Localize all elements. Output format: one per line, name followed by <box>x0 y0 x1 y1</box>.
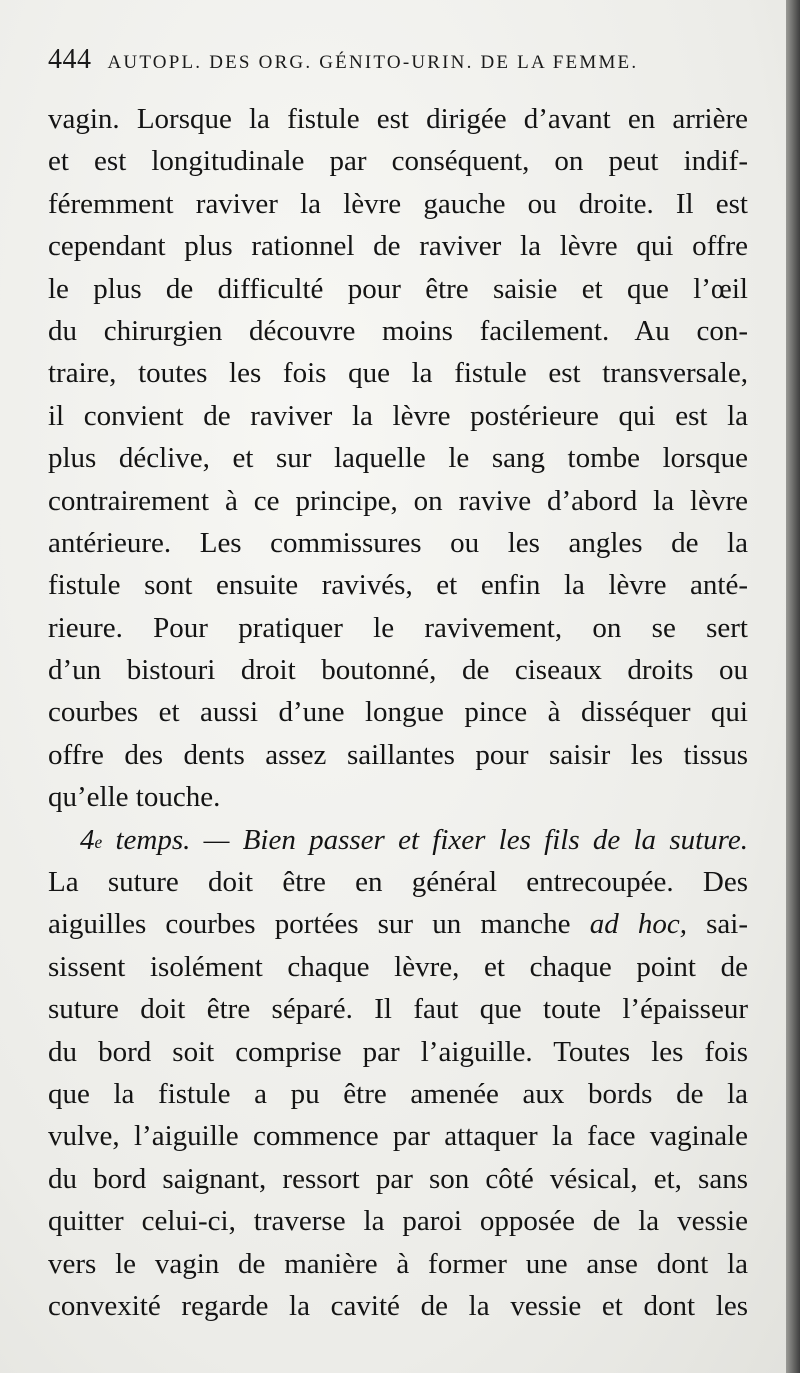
step-heading <box>48 819 748 861</box>
text-line: qu’elle touche. <box>48 781 221 814</box>
text-line: suture doit être séparé. Il faut que toute l’épaisseur <box>48 993 748 1026</box>
text-segment: sai- <box>686 908 748 941</box>
text-line: il convient de raviver la lèvre postérieure qui est la <box>48 399 748 432</box>
text-line: vagin. Lorsque la fistule est dirigée d’avant en arrière <box>48 103 748 135</box>
text-line: plus déclive, et sur laquelle le sang tombe lorsque <box>48 442 748 475</box>
text-line: antérieure. Les commissures ou les angles de la <box>48 526 748 559</box>
running-header <box>48 44 748 80</box>
text-line <box>48 903 748 945</box>
running-title: AUTOPL. DES ORG. GÉNITO-URIN. DE LA FEMME. <box>107 52 639 73</box>
text-line: contrairement à ce principe, on ravive d’abord la lèvre <box>48 484 748 517</box>
text-line: quitter celui-ci, traverse la paroi opposée de la vessie <box>48 1205 748 1238</box>
text-line: courbes et aussi d’une longue pince à disséquer qui <box>48 696 748 729</box>
text-line: d’un bistouri droit boutonné, de ciseaux droits ou <box>48 654 748 687</box>
text-line: convexité regarde la cavité de la vessie et dont les <box>48 1289 748 1322</box>
text-line: le plus de difficulté pour être saisie et que l’œil <box>48 272 748 305</box>
italic-phrase: ad hoc, <box>589 908 687 941</box>
text-line: rieure. Pour pratiquer le ravivement, on se sert <box>48 611 748 644</box>
text-line: vers le vagin de manière à former une anse dont la <box>48 1247 748 1280</box>
text-line: du bord saignant, ressort par son côté vésical, et, sans <box>48 1162 748 1195</box>
text-line: traire, toutes les fois que la fistule est transversale, <box>48 357 748 390</box>
page-edge-shadow <box>786 0 800 1373</box>
text-line: fistule sont ensuite ravivés, et enfin la lèvre anté- <box>48 569 748 602</box>
text-line: vulve, l’aiguille commence par attaquer la face vaginale <box>48 1120 748 1153</box>
page-number: 444 <box>48 44 92 75</box>
text-line: du bord soit comprise par l’aiguille. Toutes les fois <box>48 1035 748 1068</box>
step-number: 4 <box>80 823 95 856</box>
text-line: et est longitudinale par conséquent, on peut indif- <box>48 145 748 178</box>
text-line: offre des dents assez saillantes pour saisir les tissus <box>48 738 748 771</box>
step-label: temps. — Bien passer et fixer les fils de la suture. <box>102 823 748 856</box>
text-line: du chirurgien découvre moins facilement. Au con- <box>48 314 748 347</box>
text-line: que la fistule a pu être amenée aux bords de la <box>48 1077 748 1110</box>
body-text <box>48 98 748 1327</box>
text-line: cependant plus rationnel de raviver la lèvre qui offre <box>48 230 748 263</box>
text-line: sissent isolément chaque lèvre, et chaque point de <box>48 950 748 983</box>
text-segment: aiguilles courbes portées sur un manche <box>48 908 590 941</box>
text-line: La suture doit être en général entrecoupée. Des <box>48 866 748 899</box>
step-superscript: e <box>94 831 103 852</box>
text-line: féremment raviver la lèvre gauche ou droite. Il est <box>48 187 748 220</box>
